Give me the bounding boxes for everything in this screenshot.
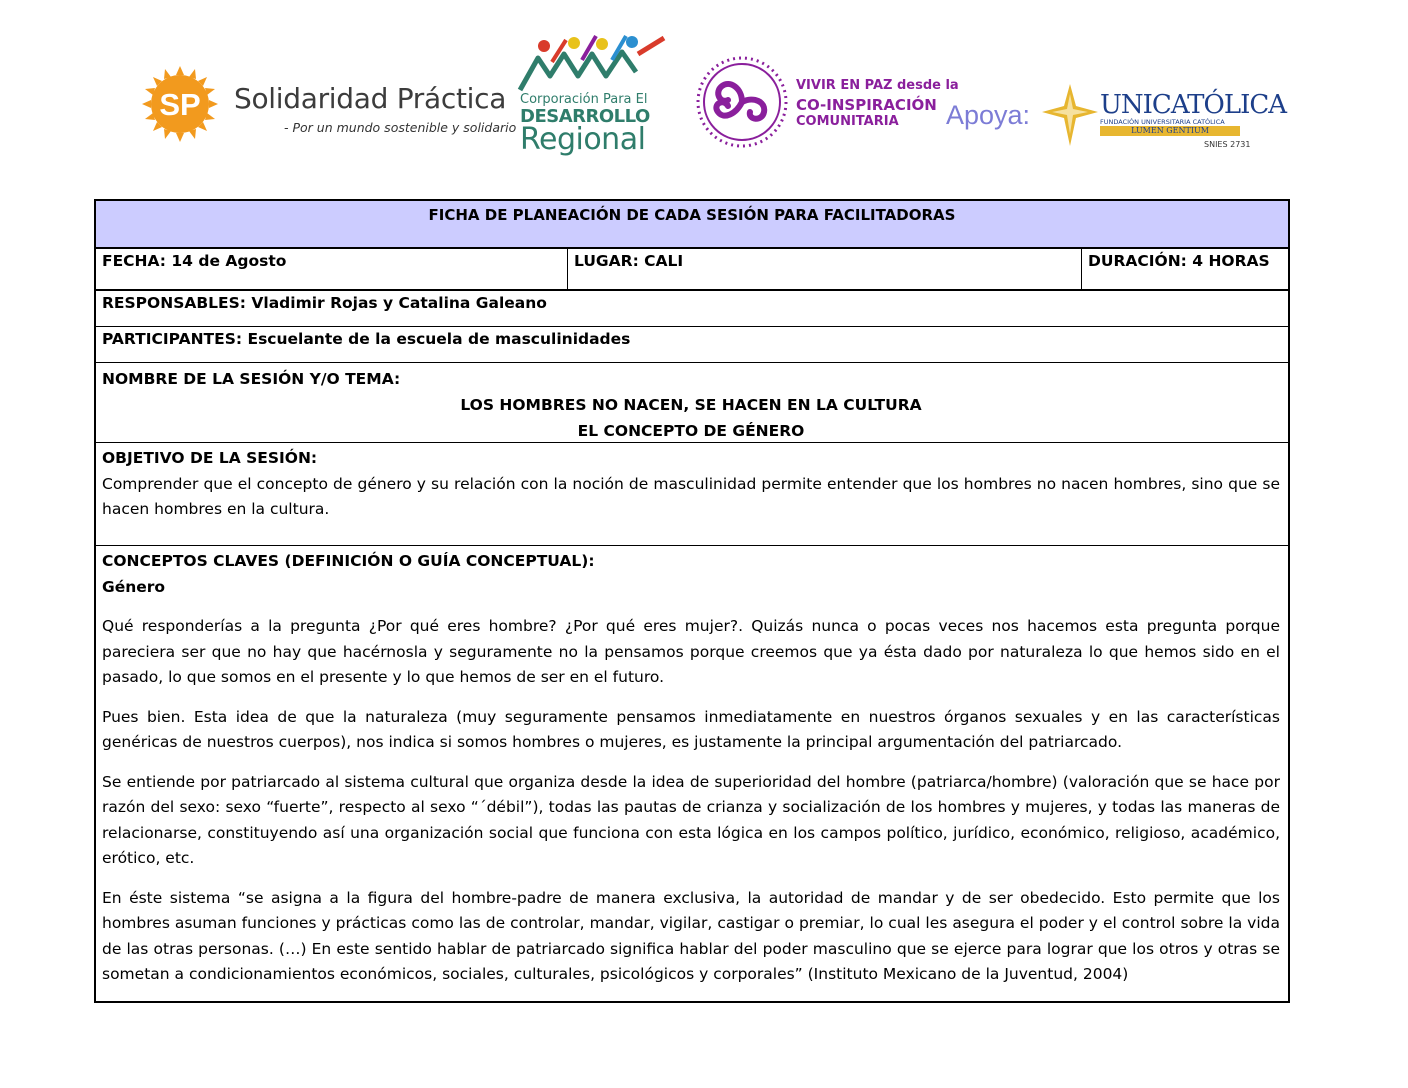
people-figures-icon — [516, 32, 672, 94]
unicatolica-name: UNICATÓLICA — [1100, 90, 1287, 120]
form-title: FICHA DE PLANEACIÓN DE CADA SESIÓN PARA FACILITADORAS — [428, 206, 956, 224]
concept-paragraph: En éste sistema “se asigna a la figura del hombre-padre de manera exclusiva, la autoridad de mandar y de ser obedecido. Esto permite que los hombres asuman funciones y prácticas como las de controlar, mandar, vigilar, castigar o premiar, lo cual les asegura el poder y el control sobre la vida de las otras personas. (…) En este sentido hablar de patriarcado significa hablar del poder masculino que se ejerce para lograr que los otros y otras se sometan a condicionamientos económicos, sociales, culturales, psicológicos y corporales” (Instituto Mexicano de la Juventud, 2004) — [102, 888, 1280, 983]
concept-paragraph: Pues bien. Esta idea de que la naturaleza (muy seguramente pensamos inmediatamente en nuestros órganos sexuales y en las características genéricas de nuestros cuerpos), nos indica si somos hombres o mujeres, es justamente la principal argumentación del patriarcado. — [102, 707, 1280, 751]
session-name-row — [96, 363, 1288, 443]
planning-form — [94, 199, 1290, 1003]
responsables-row — [96, 291, 1288, 327]
key-concepts-subtitle: Género — [102, 577, 166, 596]
unicatolica-motto: LUMEN GENTIUM — [1131, 126, 1209, 135]
logo-strip — [0, 28, 1408, 158]
session-name-label: NOMBRE DE LA SESIÓN Y/O TEMA: — [102, 370, 401, 388]
unicatolica-subtitle: FUNDACIÓN UNIVERSITARIA CATÓLICA — [1100, 118, 1225, 126]
svg-text:SP: SP — [159, 87, 201, 122]
star-icon — [1040, 82, 1100, 148]
sun-icon — [140, 64, 230, 144]
concept-paragraph: Se entiende por patriarcado al sistema cultural que organiza desde la idea de superioridad del hombre (patriarca/hombre) (valoración que se hace por razón del sexo: sexo “fuerte”, respecto al sexo “´débil”), todas las pautas de crianza y socialización de los hombres y mujeres, y todas las maneras de relacionarse, constituyendo así una organización social que funciona con esta lógica en los campos político, jurídico, económico, religioso, académico, erótico, etc. — [102, 772, 1280, 867]
session-theme-line2: EL CONCEPTO DE GÉNERO — [577, 422, 805, 440]
duracion-cell — [1082, 249, 1288, 289]
lugar-cell — [568, 249, 1082, 289]
form-title-row — [96, 201, 1288, 249]
corporacion-line2: DESARROLLO — [520, 106, 650, 127]
vivir-line1: VIVIR EN PAZ desde la — [796, 78, 959, 93]
key-concepts-row — [96, 546, 1288, 1001]
triskelion-icon — [694, 54, 790, 150]
solidaridad-practica-logo — [140, 64, 517, 144]
participantes-row — [96, 327, 1288, 363]
objective-row — [96, 443, 1288, 546]
vivir-en-paz-logo — [694, 54, 959, 154]
fecha-text: FECHA: 14 de Agosto — [102, 252, 287, 270]
solidaridad-tagline: - Por un mundo sostenible y solidario — [284, 120, 517, 135]
apoya-label: Apoya: — [946, 100, 1031, 130]
unicatolica-code: SNIES 2731 — [1204, 140, 1251, 149]
vivir-line3: COMUNITARIA — [796, 114, 899, 129]
key-concepts-label: CONCEPTOS CLAVES (DEFINICIÓN O GUÍA CONCEPTUAL): — [102, 552, 595, 570]
date-place-duration-row — [96, 249, 1288, 291]
responsables-text: RESPONSABLES: Vladimir Rojas y Catalina Galeano — [102, 294, 547, 312]
concept-paragraph: Qué responderías a la pregunta ¿Por qué eres hombre? ¿Por qué eres mujer?. Quizás nunca o pocas veces nos hacemos esta pregunta porque pareciera ser que no hay que hacérnosla y seguramente no la pensamos porque creemos que ya ésta dado por naturaleza lo que hemos sido en el pasado, lo que somos en el presente y lo que hemos de ser en el futuro. — [102, 617, 1280, 686]
objective-text: Comprender que el concepto de género y su relación con la noción de masculinidad permite entender que los hombres no nacen hombres, sino que se hacen hombres en la cultura. — [102, 474, 1280, 518]
lugar-text: LUGAR: CALI — [574, 252, 684, 270]
corporacion-line1: Corporación Para El — [520, 92, 648, 107]
objective-label: OBJETIVO DE LA SESIÓN: — [102, 449, 318, 467]
vivir-line2: CO-INSPIRACIÓN — [796, 96, 937, 114]
solidaridad-name: Solidaridad Práctica — [234, 82, 507, 115]
corporacion-desarrollo-regional-logo — [516, 32, 672, 158]
unicatolica-logo — [1040, 82, 1287, 152]
participantes-text: PARTICIPANTES: Escuelante de la escuela de masculinidades — [102, 330, 631, 348]
fecha-cell — [96, 249, 568, 289]
session-theme-line1: LOS HOMBRES NO NACEN, SE HACEN EN LA CULTURA — [460, 396, 922, 414]
duracion-text: DURACIÓN: 4 HORAS — [1088, 252, 1270, 270]
corporacion-line3: Regional — [520, 122, 646, 157]
